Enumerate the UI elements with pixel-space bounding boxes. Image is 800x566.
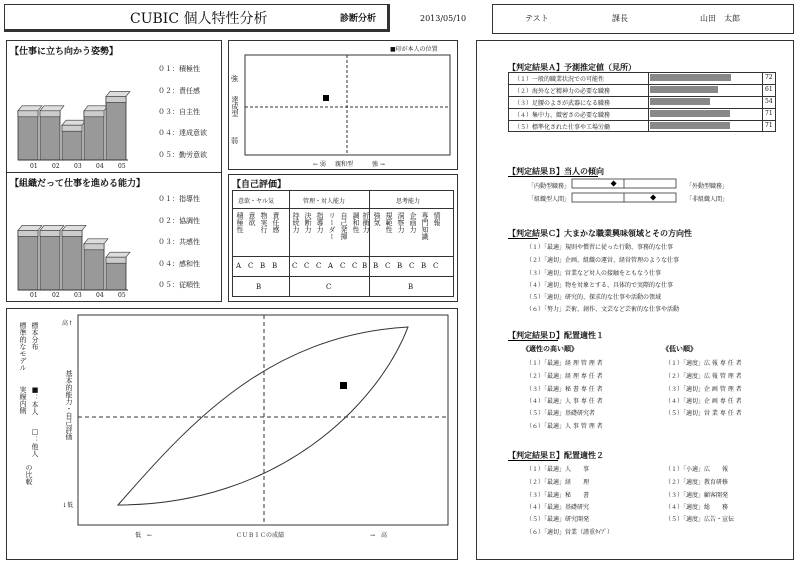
self-col-grade: B (260, 262, 266, 270)
result-b-title: 【判定結果Ｂ】当人の傾向 (508, 167, 604, 176)
underline (508, 460, 558, 461)
result-a-title: 【判定結果Ａ】予測推定値（見所） (508, 63, 636, 72)
self-col-label: 規範性 (385, 212, 393, 233)
self-col-label: 物実行 (260, 212, 268, 233)
result-a-value: 61 (765, 86, 773, 93)
org-item: ０３：共感性 (158, 238, 200, 246)
org-xlabel: 02 (52, 292, 60, 299)
bar-5 (106, 252, 130, 290)
result-a-bar (650, 110, 730, 117)
report-date: 2013/05/10 (420, 14, 467, 23)
result-d-low: （１）「適度」広 報 専 任 者 (665, 360, 742, 367)
self-col-grade: C (292, 262, 298, 270)
self-col-grade: B (272, 262, 278, 270)
self-group-label: 管理・対人能力 (303, 198, 346, 205)
self-col-label: 責任感 (272, 212, 280, 233)
result-a-bar (650, 74, 731, 81)
self-col-grade: B (373, 262, 379, 270)
result-a-label: （２）海外など精神力の必要な職務 (514, 88, 611, 95)
big-left-label: の比較 (25, 464, 33, 485)
result-b-marker (650, 195, 656, 201)
table-line (232, 276, 454, 277)
attitude-item: ０４：達成意欲 (158, 129, 207, 137)
attitude-xlabel: 03 (74, 163, 82, 170)
result-e-right: （１）「小適」広 報 (665, 466, 729, 473)
self-col-grade: C (340, 262, 346, 270)
result-d-low-title: 《低い順》 (662, 345, 697, 353)
result-c-row: （４）「適切」物を対象とする、具体的で実際的な仕事 (526, 282, 674, 289)
result-a-value: 71 (765, 110, 773, 117)
bar-2 (40, 225, 64, 290)
big-x-right: → 高 (370, 532, 388, 539)
big-x-mid: ＣＵＢＩＣの成績 (236, 532, 285, 539)
result-c-row: （６）「努力」芸術、創作、文芸など芸術的な仕事や活動 (526, 306, 680, 313)
bar-4 (84, 239, 108, 290)
table-line (369, 190, 370, 297)
result-a-label: （１）一般的職業状況での可能性 (514, 76, 605, 83)
result-e-left: （４）「最適」基礎研究 (526, 504, 590, 511)
big-left-label: □：他人 (31, 428, 39, 457)
big-left-label: 実線内側 (19, 386, 27, 414)
result-e-right: （４）「適度」総 務 (665, 504, 729, 511)
result-a-bar (650, 86, 718, 93)
underline (508, 340, 558, 341)
self-col-label: 情報 (433, 212, 441, 226)
result-c-row: （３）「適切」営業など対人の接触をともなう仕事 (526, 270, 662, 277)
scatter-y-top: 強 (231, 75, 238, 83)
result-a-label: （５）標準化された仕事や工場労働 (514, 124, 611, 131)
self-summary: C (326, 283, 332, 291)
org-xlabel: 05 (118, 292, 126, 299)
table-line (762, 72, 763, 132)
scatter-plot (245, 55, 450, 155)
result-d-high: （４）「最適」人 事 専 任 者 (526, 398, 603, 405)
self-col-grade: C (385, 262, 391, 270)
result-a-bar (650, 122, 730, 129)
result-d-high: （３）「最適」秘 書 専 任 者 (526, 386, 603, 393)
result-b-left: 「内動型職務」 (528, 183, 571, 190)
table-line (289, 190, 290, 297)
result-e-right: （３）「適度」顧客開発 (665, 492, 729, 499)
bar-3 (62, 225, 86, 290)
result-e-left: （２）「最適」経 理 (526, 479, 590, 486)
result-a-value: 54 (765, 98, 773, 105)
result-a-label: （３）足腰のよさが武器になる職務 (514, 100, 611, 107)
self-col-label: 持続力 (292, 212, 300, 233)
header-name: テスト (525, 14, 549, 23)
result-b-left: 「組織型人間」 (528, 196, 571, 203)
attitude-xlabel: 02 (52, 163, 60, 170)
bar-2 (40, 106, 64, 160)
self-summary: B (256, 283, 262, 291)
org-item: ０５：従順性 (158, 281, 200, 289)
result-b-scale-row (572, 193, 676, 202)
bar-1 (18, 106, 42, 160)
scatter-x-right: 強 → (372, 161, 385, 168)
page-title: CUBIC 個人特性分析 (130, 11, 268, 27)
result-b-marker (611, 181, 617, 187)
table-line (648, 72, 649, 132)
attitude-xlabel: 01 (30, 163, 38, 170)
big-y-bot: ↓低 (62, 502, 74, 509)
big-self-marker (340, 382, 347, 389)
table-line (508, 120, 776, 121)
big-left-label: 標準的なモデル (19, 322, 27, 371)
self-col-grade: C (433, 262, 439, 270)
scatter-x-mid: 親和型 (335, 161, 354, 168)
self-col-label: 自己発揮 (340, 212, 348, 240)
self-col-grade: B (421, 262, 427, 270)
table-line (232, 208, 454, 209)
attitude-item: ０３：自主性 (158, 108, 200, 116)
self-col-label: 調和性 (352, 212, 360, 233)
header-position: 課長 (612, 14, 628, 23)
result-c-title: 【判定結果Ｃ】大まかな職業興味領域とその方向性 (508, 229, 692, 238)
self-col-label: 意欲 (248, 212, 256, 226)
result-e-left: （１）「最適」人 事 (526, 466, 590, 473)
underline (508, 238, 538, 239)
attitude-item: ０２：責任感 (158, 87, 200, 95)
big-y-mid: 基本的能力・自己評価 (65, 370, 73, 440)
org-xlabel: 03 (74, 292, 82, 299)
scatter-self-marker (323, 95, 329, 101)
table-line (508, 96, 776, 97)
attitude-item: ０１：積極性 (158, 65, 200, 73)
self-col-label: 洞察力 (397, 212, 405, 233)
divider (6, 172, 222, 173)
attitude-bar-chart (18, 80, 128, 160)
bar-5 (106, 91, 130, 160)
self-group-label: 意欲・ヤル気 (238, 198, 274, 205)
result-b-right: 「外動型職務」 (686, 183, 729, 190)
attitude-xlabel: 05 (118, 163, 126, 170)
result-d-high-title: 《適性の高い順》 (522, 345, 578, 353)
attitude-title: 【仕事に立ち向かう姿勢】 (10, 47, 119, 57)
self-col-label: 指導力 (316, 212, 324, 233)
result-e-right: （５）「適度」広告・宣伝 (665, 516, 735, 523)
big-left-label: ■：本人 (31, 386, 39, 415)
self-col-label: 専門知識 (421, 212, 429, 240)
self-group-label: 思考能力 (396, 198, 421, 205)
result-d-high: （１）「最適」経 理 管 理 者 (526, 360, 603, 367)
result-b-right: 「非組織人間」 (686, 196, 729, 203)
result-d-title: 【判定結果Ｄ】配置適性１ (508, 331, 604, 340)
result-e-left: （６）「適切」営業（謹重ﾀｲﾌﾟ） (526, 529, 614, 536)
result-d-high: （６）「最適」人 事 管 理 者 (526, 423, 603, 430)
self-col-grade: A (328, 262, 334, 270)
self-col-grade: C (304, 262, 310, 270)
result-e-title: 【判定結果Ｅ】配置適性２ (508, 451, 604, 460)
bar-4 (84, 106, 108, 160)
attitude-xlabel: 04 (96, 163, 104, 170)
org-item: ０２：協調性 (158, 217, 200, 225)
result-a-label: （４）集中力、緻密さの必要な職務 (514, 112, 611, 119)
scatter-y-bot: 弱 (231, 137, 238, 145)
result-e-right: （２）「適度」教育研修 (665, 479, 729, 486)
org-item: ０４：感和性 (158, 260, 200, 268)
page-subtitle: 診断分析 (340, 14, 377, 24)
result-d-low: （４）「適切」企 画 専 任 者 (665, 398, 742, 405)
result-c-row: （２）「適切」企画、組織の運営、経営管理のような仕事 (526, 257, 680, 264)
result-b-scale (572, 179, 678, 207)
self-col-label: 強気 (373, 212, 381, 226)
table-line (508, 108, 776, 109)
attitude-item: ０５：勤労意欲 (158, 151, 207, 159)
self-col-label: 決断力 (304, 212, 312, 233)
scatter-y-mid: 達成型 (231, 96, 239, 117)
result-d-low: （３）「適切」企 画 管 理 者 (665, 386, 742, 393)
self-col-grade: C (409, 262, 415, 270)
big-y-top: 高↑ (62, 320, 74, 327)
self-eval-title: 【自己評価】 (232, 180, 287, 190)
header-person: 山田 太郎 (700, 14, 740, 23)
result-c-row: （１）「最適」規則や慣習に従った行動、事務的な仕事 (526, 244, 674, 251)
result-a-value: 71 (765, 122, 773, 129)
self-col-grade: C (352, 262, 358, 270)
self-summary: B (408, 283, 414, 291)
table-line (232, 256, 454, 257)
result-a-bar (650, 98, 710, 105)
result-d-low: （５）「適切」営 業 専 任 者 (665, 410, 742, 417)
self-col-label: 積極性 (236, 212, 244, 233)
org-title: 【組織だって仕事を進める能力】 (10, 179, 146, 189)
result-a-value: 72 (765, 74, 773, 81)
org-xlabel: 01 (30, 292, 38, 299)
result-e-left: （３）「最適」秘 書 (526, 492, 590, 499)
bar-3 (62, 120, 86, 160)
self-col-label: リーダー (328, 212, 336, 240)
underline (508, 176, 598, 177)
table-line (508, 84, 776, 85)
self-eval-table (232, 190, 454, 297)
result-b-scale-row (572, 179, 676, 188)
self-col-label: 企画力 (409, 212, 417, 233)
bar-1 (18, 225, 42, 290)
big-x-left: 低 ← (135, 532, 153, 539)
result-d-high: （５）「最適」基礎研究者 (526, 410, 596, 417)
self-col-grade: C (248, 262, 254, 270)
result-c-row: （５）「適切」研究的、探求的な仕事や活動の領域 (526, 294, 662, 301)
self-col-grade: B (362, 262, 368, 270)
self-col-label: 折衝力 (362, 212, 370, 233)
result-d-high: （２）「最適」経 理 専 任 者 (526, 373, 603, 380)
big-left-label: 標本分布 (31, 322, 39, 350)
result-e-left: （５）「最適」研究開発 (526, 516, 590, 523)
self-col-grade: A (236, 262, 242, 270)
self-col-grade: C (316, 262, 322, 270)
org-bar-chart (18, 215, 128, 290)
result-d-low: （２）「適度」広 報 管 理 者 (665, 373, 742, 380)
scatter-x-left: ← 弱 (313, 161, 326, 168)
distribution-outline (118, 327, 408, 505)
org-xlabel: 04 (96, 292, 104, 299)
scatter-legend: ■印が本人の位置 (390, 46, 438, 53)
self-col-grade: B (397, 262, 403, 270)
org-item: ０１：指導性 (158, 195, 200, 203)
big-chart (78, 315, 448, 525)
